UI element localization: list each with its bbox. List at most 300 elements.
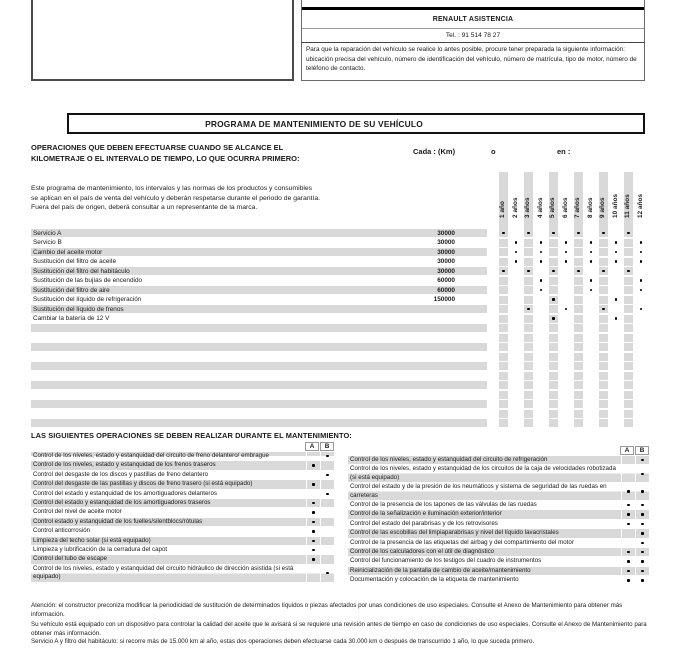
mark-dot-b [641,504,643,506]
year-cell [499,305,509,313]
maintenance-row-km: 30000 [437,229,455,237]
mark-cell-b [635,510,649,518]
maintenance-row [31,248,647,258]
operation-row [31,499,334,507]
mark-cell-b [635,501,649,509]
row-stripe [31,419,487,427]
mark-dot-a [627,513,629,515]
operation-row [31,471,334,479]
year-column-label: 11 años [624,194,632,218]
mark-cell-a [306,546,320,554]
year-cell [524,286,534,294]
schedule-dot [640,289,643,292]
year-cell [574,315,584,323]
year-cell [499,372,509,380]
operation-text: Control del funcionamiento de los testigos del cuadro de instrumentos [350,557,542,565]
schedule-dot [565,260,568,263]
intro-line-1: Este programa de mantenimiento, los intervalos y las normas de los productos y consumibles [31,185,313,192]
mark-cell-a [306,471,320,479]
year-cell [574,296,584,304]
mark-dot-a [312,483,314,485]
maintenance-row-label: Cambiar la batería de 12 V [33,315,110,322]
operation-row [31,461,334,469]
year-cell [574,239,584,247]
schedule-dot [615,317,618,320]
year-cell [524,334,534,342]
assistance-table [301,0,645,43]
mark-cell-a [306,518,320,526]
operation-text: Control estado y estanquidad de los fuelles/silentblocs/rótulas [33,517,203,525]
maintenance-row-empty [31,410,647,420]
mark-cell-b [320,480,334,488]
operation-text: Control del estado del parabrisas y de los retrovisores [350,519,498,527]
page-title: PROGRAMA DE MANTENIMIENTO DE SU VEHÍCULO [205,118,423,129]
maintenance-row [31,286,647,296]
year-cell [574,305,584,313]
schedule-heading-line2: KILOMETRAJE O EL INTERVALO DE TIEMPO, LO QUE OCURRA PRIMERO: [31,153,300,163]
schedule-dot [640,279,643,282]
year-cell [524,381,534,389]
mark-dot-b [641,523,643,525]
schedule-dot [590,289,593,292]
schedule-dot [640,308,643,311]
year-cell [499,343,509,351]
year-cell [574,277,584,285]
mark-cell-b [635,567,649,575]
row-stripe [31,343,487,351]
year-cell [574,372,584,380]
schedule-dot [590,241,593,244]
mark-dot-a [312,464,314,466]
footnote-oil-monitor: Su vehículo está equipado con un dispositivo para controlar la calidad del aceite que le avisará si se requiere una revisión antes de tiempo en caso de condiciones de uso especiales. Consulte el Anexo de Mantenimiento para obtener más información. [31,621,647,637]
year-cell [524,296,534,304]
operation-text: Control del estado y de la presión de los neumáticos y sistema de seguridad de las ruedas en carreteras [350,483,607,499]
operation-row [348,483,649,500]
mark-cell-a [306,537,320,545]
year-cell [624,353,634,361]
maintenance-row-label: Sustitución del filtro de aire [33,286,110,294]
schedule-heading [31,143,411,164]
mark-cell-b [320,537,334,545]
row-stripe [31,400,487,408]
year-cell [599,239,609,247]
mark-cell-a [306,527,320,535]
operation-text: Control de los niveles, estado y estanquidad del circuito de refrigeración [350,456,548,463]
year-cell [599,315,609,323]
mark-dot-b [326,493,328,495]
mark-dot-b [326,474,328,476]
year-cell [499,286,509,294]
maintenance-row [31,267,647,277]
schedule-dot [515,241,518,244]
row-stripe [31,324,487,332]
year-cell [549,362,559,370]
operation-row [31,527,334,535]
mark-cell-a [306,565,320,582]
year-cell [549,419,559,427]
mark-cell-a [306,490,320,498]
operation-text: Control anticorrosión [33,527,91,535]
year-cell [549,248,559,256]
assistance-note: Para que la reparación del vehículo se realice lo antes posible, procure tener preparada la siguiente información: ubicación precisa del vehículo, número de identificación del vehículo, número de matrícula, tipo de motor, número de teléfono de contacto. [301,42,645,81]
year-cell [549,334,559,342]
operation-text: Control del estado y estanquidad de los amortiguadores delanteros [33,489,218,497]
maintenance-row-km: 60000 [437,286,455,294]
operation-row [348,501,649,509]
schedule-heading-line1: OPERACIONES QUE DEBEN EFECTUARSE CUANDO SE ALCANCE EL [31,143,284,152]
year-cell [624,258,634,266]
year-column-label: 4 años [536,197,544,218]
maintenance-row-label: Servicio A [33,229,62,237]
mark-cell-b [320,490,334,498]
mark-dot-b [641,542,643,544]
operation-text: Control de los niveles, estado y estanquidad del circuito de freno delantero/ embrague [33,452,269,459]
mark-dot-b [641,513,643,515]
year-cell [599,410,609,418]
operation-row [348,520,649,528]
year-cell [624,362,634,370]
mark-dot-b [641,560,643,562]
year-cell [549,353,559,361]
year-cell [574,343,584,351]
mark-cell-b [320,527,334,535]
year-cell [499,334,509,342]
mark-cell-b [320,499,334,507]
year-cell [574,286,584,294]
year-cell [499,400,509,408]
schedule-dot [540,260,543,263]
year-cell [549,381,559,389]
year-cell [499,315,509,323]
operation-row [31,508,334,516]
mark-cell-b [635,465,649,482]
operations-table-left [31,442,334,583]
year-cell [524,372,534,380]
year-column-label: 7 años [574,197,582,218]
year-cell [549,239,559,247]
mark-dot-b [641,490,643,492]
mark-cell-b [320,565,334,582]
column-a-header: A [305,442,319,451]
operations-table-right [348,446,649,586]
year-cell [499,381,509,389]
year-cell [624,391,634,399]
year-cell [499,258,509,266]
mark-dot-a [627,490,629,492]
year-cell [499,296,509,304]
mark-dot-b [326,572,328,574]
mark-cell-a [621,501,635,509]
maintenance-row-empty [31,324,647,334]
mark-cell-a [621,520,635,528]
assistance-phone: Tel. : 91 514 78 27 [445,32,501,39]
mark-dot-a [627,551,629,553]
year-cell [599,362,609,370]
year-cell [499,324,509,332]
operation-row [31,480,334,488]
row-stripe [31,381,487,389]
year-cell [599,296,609,304]
operation-row [31,555,334,563]
mark-cell-a [306,508,320,516]
operations-heading: LAS SIGUIENTES OPERACIONES SE DEBEN REALIZAR DURANTE EL MANTENIMIENTO: [31,431,352,440]
maintenance-row-label: Servicio B [33,239,62,246]
year-cell [574,362,584,370]
dealer-stamp-box [31,0,294,81]
operation-row [348,557,649,565]
schedule-dot [615,251,618,254]
mark-dot-a [627,579,629,581]
mark-cell-a [621,465,635,482]
maintenance-row [31,239,647,249]
column-b-header: B [320,442,334,451]
mark-dot-a [627,560,629,562]
maintenance-row-empty [31,372,647,382]
year-cell [549,286,559,294]
operation-text: Limpieza y lubrificación de la cerradura del capot [33,546,168,554]
mark-cell-b [635,520,649,528]
year-cell [574,381,584,389]
year-cell [624,419,634,427]
maintenance-row [31,277,647,287]
operation-row [348,510,649,518]
ab-header [31,442,334,451]
operation-text: Control de las escobillas del limpiaparabrisas y nivel del líquido lavacristales [350,529,559,537]
mark-dot-b [641,579,643,581]
schedule-dot [515,260,518,263]
schedule-dot [640,260,643,263]
maintenance-row-km: 30000 [437,258,455,265]
year-cell [499,362,509,370]
operation-row [348,539,649,547]
schedule-dot [565,251,568,254]
operation-text: Control del nivel de aceite motor [33,508,122,516]
maintenance-row-empty [31,419,647,429]
year-cell [624,343,634,351]
maintenance-row-label: Sustitución del líquido de frenos [33,305,124,313]
operation-text: Control de los niveles, estado y estanquidad de los frenos traseros [33,461,216,469]
year-cell [624,277,634,285]
year-cell [624,239,634,247]
year-cell [574,419,584,427]
schedule-dot [615,298,618,301]
maintenance-row-km: 30000 [437,248,455,256]
year-cell [574,324,584,332]
operation-row [31,490,334,498]
operation-text: Control del desgaste de las pastillas y discos de freno trasero (si está equipado) [33,480,253,488]
year-cell [524,400,534,408]
o-label: o [491,147,496,156]
year-cell [524,362,534,370]
mark-cell-b [635,557,649,565]
mark-dot-a [627,504,629,506]
mark-dot-a [627,523,629,525]
maintenance-row-label: Sustitución del filtro del habitáculo [33,267,130,275]
maintenance-row [31,258,647,268]
maintenance-row-empty [31,400,647,410]
mark-dot-a [312,558,314,560]
maintenance-schedule-table [31,172,647,429]
year-column-label: 10 años [611,193,619,218]
year-column-label: 6 años [561,197,569,218]
year-cell [524,315,534,323]
column-b-header: B [635,446,649,455]
schedule-dot [540,289,543,292]
page-title-box [67,113,645,134]
mark-cell-a [306,555,320,563]
year-cell [499,239,509,247]
year-cell [549,410,559,418]
year-cell [574,391,584,399]
year-cell [624,400,634,408]
year-cell [624,248,634,256]
year-cell [599,381,609,389]
year-cell [599,353,609,361]
mark-dot-a [312,502,314,504]
mark-cell-a [621,456,635,464]
maintenance-row-label: Cambio del aceite motor [33,248,103,256]
operation-row [31,565,334,582]
mark-cell-b [320,518,334,526]
schedule-dot [565,308,568,311]
schedule-dot [552,317,555,320]
operation-text: Control de la presencia de los tapones de las válvulas de las ruedas [350,501,537,509]
mark-cell-b [635,483,649,500]
year-cell [599,258,609,266]
year-cell [624,315,634,323]
mark-dot-b [641,473,643,475]
maintenance-row [31,305,647,315]
schedule-dot [540,241,543,244]
maintenance-row [31,296,647,306]
operation-text: Control del desgaste de los discos y pastillas de freno delantero [33,470,209,478]
operation-text: Control de los niveles, estado y estanquidad del circuito hidráulico de dirección asistida (si está equipado) [33,564,294,581]
mark-cell-a [306,480,320,488]
year-cell [624,305,634,313]
mark-dot-a [312,530,314,532]
year-cell [524,248,534,256]
mark-cell-a [621,529,635,537]
year-cell [549,343,559,351]
maintenance-row-label: Sustitución del filtro de aceite [33,258,117,265]
operation-text: Control de la señalización e iluminación exterior/interior [350,510,502,518]
mark-cell-a [306,452,320,460]
year-cell [549,305,559,313]
schedule-dot [565,241,568,244]
operation-text: Limpieza del techo solar (si está equipado) [33,536,151,544]
mark-dot-b [326,455,328,457]
operation-row [348,465,649,482]
year-cell [524,410,534,418]
operation-text: Documentación y colocación de la etiqueta de mantenimiento [350,576,519,584]
operation-row [348,529,649,537]
year-cell [599,277,609,285]
maintenance-row-empty [31,353,647,363]
footnote-service-a: Servicio A y filtro del habitáculo: si recorre más de 15.000 km al año, estas dos operaciones deben efectuarse cada 30.000 km o después de transcurrido 1 año, lo que suceda primero. [31,638,535,645]
year-cell [599,324,609,332]
year-cell [549,324,559,332]
operation-text: Control de los niveles, estado y estanquidad de los circuitos de la caja de velocidades robotizada (si está equipado) [350,465,616,481]
year-cell [524,343,534,351]
year-cell [599,372,609,380]
maintenance-row-empty [31,362,647,372]
schedule-dot [552,298,555,301]
cada-km-label: Cada : (Km) [413,147,456,156]
year-column-label: 12 años [636,193,644,218]
schedule-dot [590,260,593,263]
operation-row [348,548,649,556]
maintenance-row-km: 150000 [433,296,455,303]
schedule-dot [615,260,618,263]
maintenance-row-km: 60000 [437,277,455,284]
maintenance-row-km: 30000 [437,239,455,246]
year-cell [574,248,584,256]
mark-dot-b [641,459,643,461]
mark-cell-b [320,508,334,516]
mark-cell-b [635,548,649,556]
year-cell [524,239,534,247]
mark-dot-a [312,540,314,542]
operation-row [348,456,649,464]
year-cell [599,343,609,351]
mark-cell-b [635,529,649,537]
mark-dot-a [627,570,629,572]
year-cell [524,258,534,266]
year-cell [574,353,584,361]
assistance-name: RENAULT ASISTENCIA [302,10,644,29]
maintenance-row [31,229,647,239]
year-cell [524,324,534,332]
year-cell [624,296,634,304]
operation-text: Reinicialización de la pantalla de cambio de aceite/mantenimiento [350,566,531,574]
year-cell [624,334,634,342]
year-cell [624,324,634,332]
year-cell [549,277,559,285]
mark-cell-a [621,548,635,556]
mark-cell-b [635,456,649,464]
schedule-dot [590,279,593,282]
year-cell [574,258,584,266]
mark-cell-b [320,452,334,460]
year-cell [574,334,584,342]
schedule-dot [590,251,593,254]
maintenance-row-label: Sustitución de las bujías de encendido [33,277,143,284]
operation-text: Control del estado y estanquidad de los amortiguadores traseros [33,499,211,507]
year-cell [549,258,559,266]
mark-cell-b [320,546,334,554]
mark-cell-a [306,461,320,469]
year-cell [599,419,609,427]
mark-dot-a [312,511,314,513]
year-cell [624,286,634,294]
year-column-label: 5 años [549,197,557,218]
mark-cell-a [621,576,635,584]
operation-row [31,537,334,545]
operation-text: Control de los calculadores con el útil de diagnóstico [350,548,495,556]
mark-dot-b [641,532,643,534]
year-cell [499,248,509,256]
mark-cell-b [635,539,649,547]
intro-line-3: Fuera del país de origen, deberá consultar a un representante de la marca. [31,204,258,212]
year-column-label: 8 años [586,197,594,218]
mark-cell-a [621,510,635,518]
maintenance-rows [31,229,647,429]
mark-cell-a [621,557,635,565]
maintenance-row-empty [31,334,647,344]
year-cell [624,381,634,389]
mark-dot-a [312,521,314,523]
footnote-attention: Atención: el constructor preconiza modificar la periodicidad de sustitución de determinados líquidos o piezas afectados por unas condiciones de uso especiales. Consulte el Anexo de Mantenimiento para obtener más información. [31,602,623,618]
